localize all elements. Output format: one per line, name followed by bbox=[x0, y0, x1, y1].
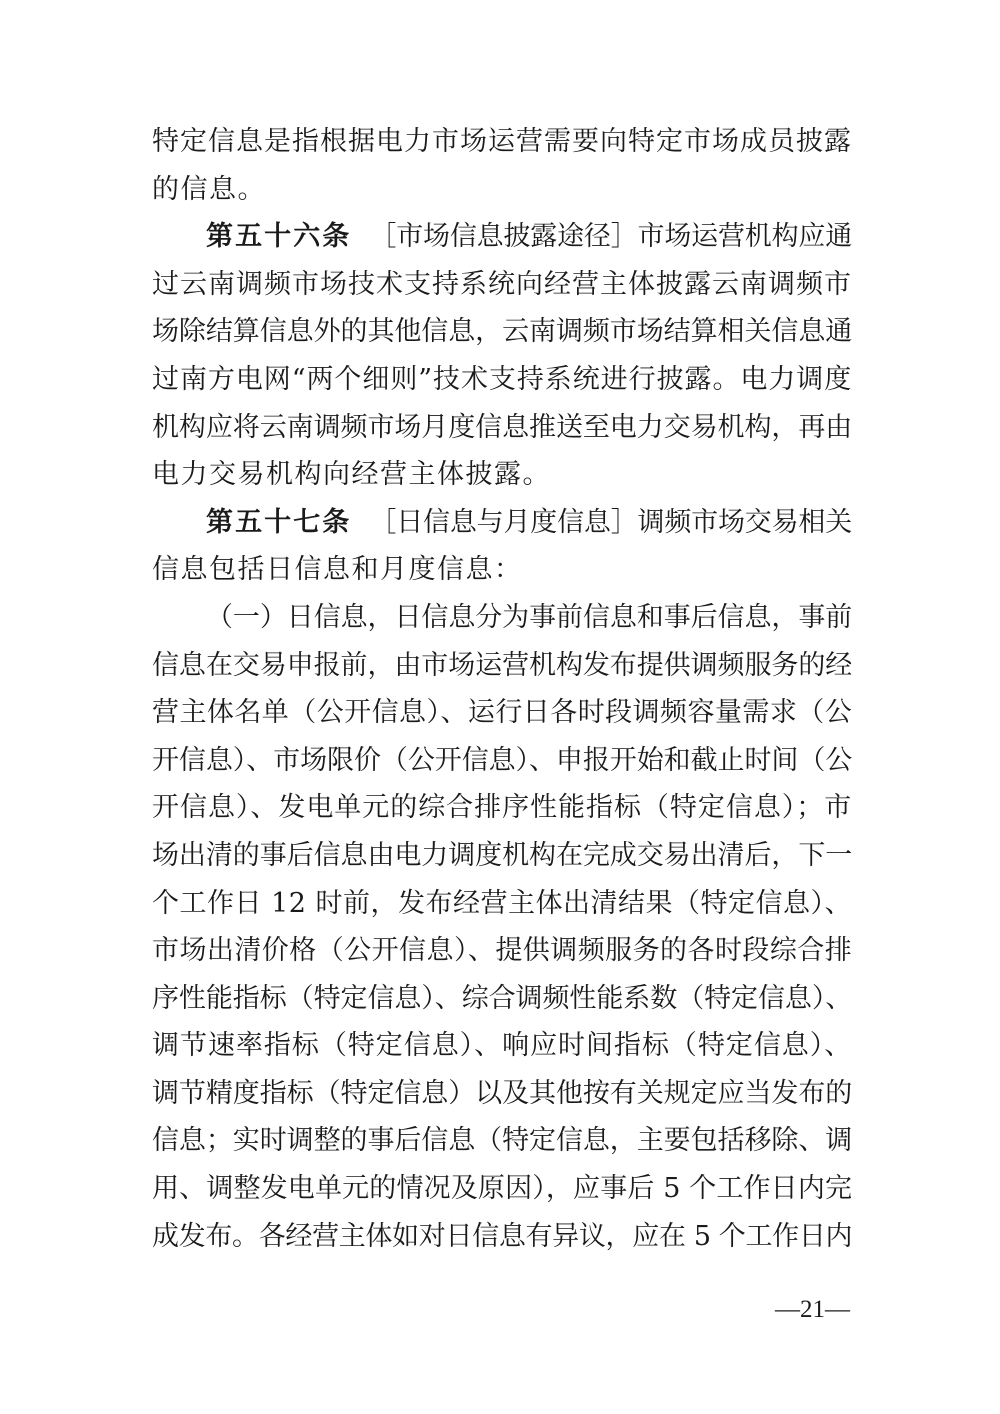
line-text: 市场出清价格（公开信息）、提供调频服务的各时段综合排 bbox=[152, 935, 852, 967]
line-text: 序性能指标（特定信息）、综合调频性能系数（特定信息）、 bbox=[152, 982, 852, 1014]
line-text: ［日信息与月度信息］调频市场交易相关 bbox=[369, 506, 852, 538]
line-text: 信息包括日信息和月度信息： bbox=[152, 554, 523, 586]
line-text: 开信息）、市场限价（公开信息）、申报开始和截止时间（公 bbox=[152, 744, 852, 776]
text-line bbox=[152, 1070, 852, 1118]
line-text: ［市场信息披露途径］市场运营机构应通 bbox=[369, 221, 852, 253]
text-line bbox=[152, 832, 852, 880]
line-text: 个工作日 12 时前，发布经营主体出清结果（特定信息）、 bbox=[152, 887, 852, 919]
text-line bbox=[152, 213, 852, 261]
line-text: 调节速率指标（特定信息）、响应时间指标（特定信息）、 bbox=[152, 1030, 852, 1062]
line-text: 成发布。各经营主体如对日信息有异议，应在 5 个工作日内 bbox=[152, 1220, 852, 1252]
text-line bbox=[152, 642, 852, 690]
text-line bbox=[152, 1165, 852, 1213]
text-line bbox=[152, 451, 852, 499]
page-number: —21— bbox=[775, 1296, 850, 1323]
line-text: 信息在交易申报前，由市场运营机构发布提供调频服务的经 bbox=[152, 649, 852, 681]
text-line bbox=[152, 1022, 852, 1070]
text-line bbox=[152, 308, 852, 356]
article-heading: 第五十七条 bbox=[206, 506, 352, 538]
text-line bbox=[152, 1117, 852, 1165]
text-line bbox=[152, 404, 852, 452]
line-text: 场出清的事后信息由电力调度机构在完成交易出清后，下一 bbox=[152, 839, 852, 871]
line-text: 用、调整发电单元的情况及原因），应事后 5 个工作日内完 bbox=[152, 1173, 852, 1205]
text-line bbox=[152, 499, 852, 547]
line-text: 的信息。 bbox=[152, 173, 266, 205]
text-line bbox=[152, 356, 852, 404]
line-text: 特定信息是指根据电力市场运营需要向特定市场成员披露 bbox=[152, 126, 852, 157]
text-line bbox=[152, 689, 852, 737]
line-text: 过南方电网“两个细则”技术支持系统进行披露。电力调度 bbox=[152, 363, 852, 395]
text-line bbox=[152, 166, 852, 214]
line-text: 调节精度指标（特定信息）以及其他按有关规定应当发布的 bbox=[152, 1077, 852, 1109]
line-text: 机构应将云南调频市场月度信息推送至电力交易机构，再由 bbox=[152, 411, 852, 443]
line-text: 场除结算信息外的其他信息，云南调频市场结算相关信息通 bbox=[152, 316, 852, 348]
line-text: 电力交易机构向经营主体披露。 bbox=[152, 459, 551, 491]
text-line bbox=[152, 594, 852, 642]
line-text: 过云南调频市场技术支持系统向经营主体披露云南调频市 bbox=[152, 268, 852, 300]
text-line bbox=[152, 261, 852, 309]
line-text: 营主体名单（公开信息）、运行日各时段调频容量需求（公 bbox=[152, 697, 852, 729]
text-line bbox=[152, 975, 852, 1023]
text-line bbox=[152, 546, 852, 594]
line-text: 信息；实时调整的事后信息（特定信息，主要包括移除、调 bbox=[152, 1125, 852, 1157]
text-line bbox=[152, 1213, 852, 1261]
body-text bbox=[152, 118, 852, 1260]
text-line bbox=[152, 880, 852, 928]
text-line bbox=[152, 927, 852, 975]
text-line bbox=[152, 784, 852, 832]
line-text: 开信息）、发电单元的综合排序性能指标（特定信息）；市 bbox=[152, 792, 852, 824]
article-heading: 第五十六条 bbox=[206, 221, 352, 253]
text-line bbox=[152, 737, 852, 785]
text-line bbox=[152, 118, 852, 166]
line-text: （一）日信息，日信息分为事前信息和事后信息，事前 bbox=[206, 601, 852, 633]
